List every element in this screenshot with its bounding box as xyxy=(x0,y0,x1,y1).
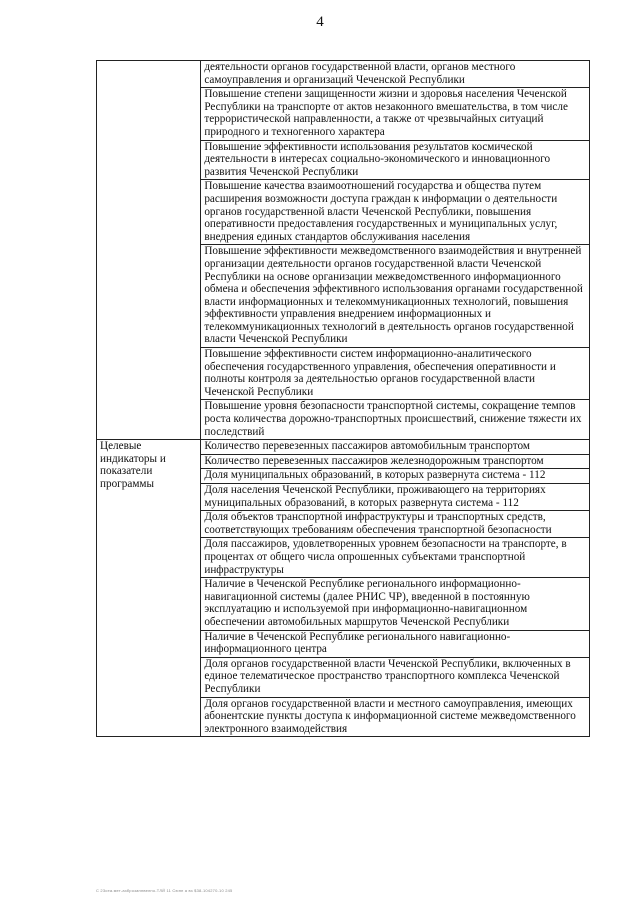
page-number: 4 xyxy=(316,14,324,30)
indicator-cell: Доля объектов транспортной инфраструктуры и транспортных средств, соответствующих требованиям обеспечения транспортной безопасности xyxy=(201,511,590,538)
indicator-cell: Наличие в Чеченской Республике регионального информационно-навигационной системы (далее РНИС ЧР), введенной в постоянную эксплуатацию и используемой при информационно-навигационном обеспечении автомобильных маршрутов Чеченской Республики xyxy=(201,578,590,630)
indicator-cell: Количество перевезенных пассажиров железнодорожным транспортом xyxy=(201,454,590,469)
indicators-label: Целевые индикаторы и показатели программы xyxy=(97,440,201,737)
goal-cell: Повышение качества взаимоотношений государства и общества путем расширения возможности доступа граждан к информации о деятельности органов государственной власти Чеченской Республики, повышения оперативности предоставления государственных и муниципальных услуг, внедрения единых стандартов обслуживания населения xyxy=(201,180,590,245)
indicator-cell: Доля органов государственной власти Чеченской Республики, включенных в единое телематическое пространство транспортного комплекса Чеченской Республики xyxy=(201,657,590,697)
table-row xyxy=(97,440,590,455)
goal-cell: Повышение степени защищенности жизни и здоровья населения Чеченской Республики на транспорте от актов незаконного вмешательства, в том числе террористической направленности, а также от чрезвычайных ситуаций природного и техногенного характера xyxy=(201,88,590,140)
indicator-cell: Количество перевезенных пассажиров автомобильным транспортом xyxy=(201,440,590,455)
goal-cell: Повышение уровня безопасности транспортной системы, сокращение темпов роста количества дорожно-транспортных происшествий, снижение тяжести их последствий xyxy=(201,400,590,440)
indicator-cell: Наличие в Чеченской Республике регионального навигационно-информационного центра xyxy=(201,630,590,657)
program-passport-table xyxy=(96,60,590,737)
indicator-cell: Доля муниципальных образований, в которых развернута система - 112 xyxy=(201,469,590,484)
goal-cell: Повышение эффективности использования результатов космической деятельности в интересах социально-экономического и инновационного развития Чеченской Республики xyxy=(201,140,590,180)
indicator-cell: Доля пассажиров, удовлетворенных уровнем безопасности на транспорте, в процентах от общего числа опрошенных субъектами транспортной инфраструктуры xyxy=(201,538,590,578)
goal-cell: Повышение эффективности систем информационно-аналитического обеспечения государственного управления, обеспечения оперативности и полноты контроля за деятельностью органов государственной власти Чеченской Республики xyxy=(201,348,590,400)
indicator-cell: Доля органов государственной власти и местного самоуправления, имеющих абонентские пункты доступа к информационной системе межведомственного электронного взаимодействия xyxy=(201,697,590,737)
indicator-cell: Доля населения Чеченской Республики, проживающего на территориях муниципальных образований, в которых развернута система - 112 xyxy=(201,484,590,511)
table-row xyxy=(97,61,590,88)
goals-label-cell xyxy=(97,61,201,440)
goal-cell: деятельности органов государственной власти, органов местного самоуправления и организаций Чеченской Республики xyxy=(201,61,590,88)
goal-cell: Повышение эффективности межведомственного взаимодействия и внутренней организации деятельности органов государственной власти Чеченской Республики на основе организации межведомственного информационного обмена и обеспечения эффективного использования органами государственной власти информационных и телекоммуникационных технологий, повышения эффективности управления внедрением информационных и телекоммуникационных технологий в деятельность органов государственной власти Чеченской Республики xyxy=(201,245,590,348)
footer-doc-id: С 23сеа.мет-азброзанпвелно-ТЛЙ 11 Сюнп а вз $38-104270-10 245 xyxy=(96,888,233,893)
